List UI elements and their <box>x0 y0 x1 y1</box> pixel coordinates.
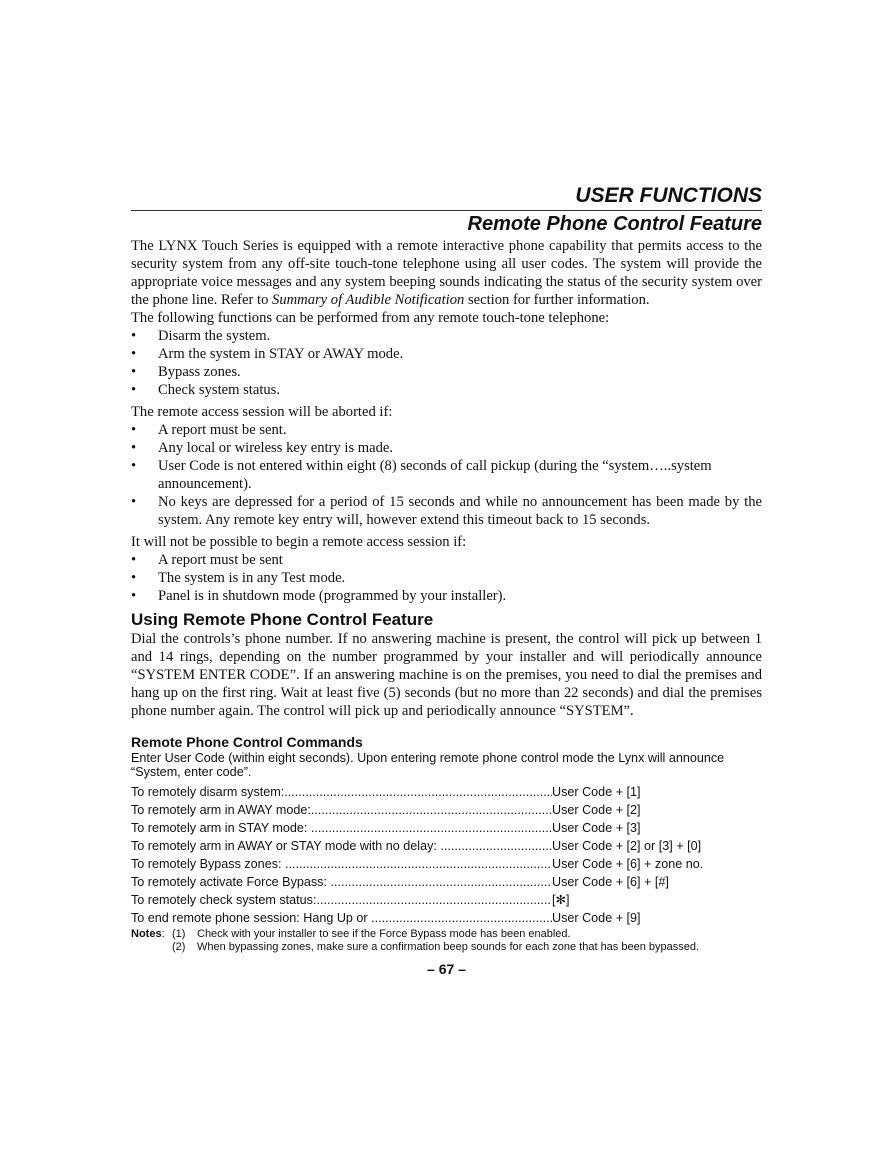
command-keys: User Code + [6] + zone no. <box>552 857 704 871</box>
command-action: To remotely arm in STAY mode: ..... <box>131 819 552 837</box>
command-action: To remotely disarm system: ..... <box>131 783 552 801</box>
command-row <box>131 801 762 819</box>
not-possible-list <box>131 551 762 605</box>
functions-lead: The following functions can be performed from any remote touch-tone telephone: <box>131 310 610 326</box>
command-action: To remotely arm in AWAY mode: ..... <box>131 801 552 819</box>
intro-paragraph <box>131 237 762 309</box>
command-row <box>131 855 762 873</box>
command-keys: User Code + [6] + [#] <box>552 875 669 889</box>
note-number: (2) <box>172 941 186 953</box>
command-keys: User Code + [3] <box>552 821 641 835</box>
command-action: To remotely Bypass zones: ..... <box>131 855 552 873</box>
commands-heading: Remote Phone Control Commands <box>131 734 363 750</box>
list-item: • User Code is not entered within eight (8) seconds of call pickup (during the “system…..system announcement). <box>131 458 712 492</box>
command-keys: User Code + [2] <box>552 803 641 817</box>
notes-label: Notes <box>131 928 162 940</box>
command-row <box>131 819 762 837</box>
list-item: • A report must be sent. <box>131 422 287 438</box>
aborted-list <box>131 421 762 529</box>
notes-block <box>131 928 762 954</box>
note-row <box>131 941 762 954</box>
intro-reference: Summary of Audible Notification <box>272 292 465 308</box>
command-row <box>131 873 762 891</box>
intro-text-2: section for further information. <box>464 292 650 308</box>
note-row: Notes: (1) Check with your installer to see if the Force Bypass mode has been enabled. <box>131 928 571 940</box>
note-text: When bypassing zones, make sure a confirmation beep sounds for each zone that has been bypassed. <box>197 941 700 953</box>
command-keys: [✻] <box>552 893 570 907</box>
note-number: (1) <box>172 928 186 940</box>
command-keys: User Code + [2] or [3] + [0] <box>552 839 702 853</box>
list-item: • A report must be sent <box>131 552 283 568</box>
list-item: • Arm the system in STAY or AWAY mode. <box>131 346 404 362</box>
not-possible-lead: It will not be possible to begin a remote access session if: <box>131 534 467 550</box>
command-action: To remotely check system status: ..... <box>131 891 552 909</box>
list-item: • Panel is in shutdown mode (programmed by your installer). <box>131 588 507 604</box>
command-keys: User Code + [9] <box>552 911 641 925</box>
list-item: • Bypass zones. <box>131 364 241 380</box>
command-keys: User Code + [1] <box>552 785 641 799</box>
command-row <box>131 909 762 927</box>
page-number: – 67 – <box>427 961 466 977</box>
section-title: Remote Phone Control Feature <box>467 213 762 235</box>
using-paragraph: Dial the controls’s phone number. If no answering machine is present, the control will pick up between 1 and 14 rings, depending on the number programmed by your installer and will periodically announce “SYSTEM ENTER CODE”. If an answering machine is on the premises, you need to dial the premises and hang up on the first ring. Wait at least five (5) seconds (but no more than 22 seconds) and dial the premises phone number again. The control will pick up and periodically announce “SYSTEM”. <box>131 631 762 719</box>
list-item: • Any local or wireless key entry is made. <box>131 440 394 456</box>
commands-table <box>131 783 762 927</box>
intro-text-1: The LYNX Touch Series is equipped with a remote interactive phone capability that permits access to the security system from any off-site touch-tone telephone using all user codes. The system will provide the appropriate voice messages and any system beeping sounds indicating the status of the security system over the phone line. Refer to <box>131 238 762 308</box>
list-item: • The system is in any Test mode. <box>131 570 346 586</box>
list-item: • Check system status. <box>131 382 281 398</box>
chapter-title: USER FUNCTIONS <box>575 184 762 207</box>
command-row <box>131 783 762 801</box>
note-text: Check with your installer to see if the Force Bypass mode has been enabled. <box>197 928 571 940</box>
manual-page <box>131 183 762 977</box>
command-action: To end remote phone session: Hang Up or ..... <box>131 909 552 927</box>
command-action: To remotely arm in AWAY or STAY mode with no delay: ..... <box>131 837 552 855</box>
list-item: • No keys are depressed for a period of 15 seconds and while no announcement has been made by the system. Any remote key entry will, however extend this timeout back to 15 seconds. <box>131 494 762 528</box>
command-action: To remotely activate Force Bypass: ..... <box>131 873 552 891</box>
list-item: • Disarm the system. <box>131 328 271 344</box>
command-row <box>131 891 762 909</box>
command-row <box>131 837 762 855</box>
aborted-lead: The remote access session will be aborted if: <box>131 404 393 420</box>
commands-intro: Enter User Code (within eight seconds). Upon entering remote phone control mode the Lynx will announce “System, enter code”. <box>131 751 725 779</box>
functions-list <box>131 327 762 399</box>
using-heading: Using Remote Phone Control Feature <box>131 610 434 629</box>
